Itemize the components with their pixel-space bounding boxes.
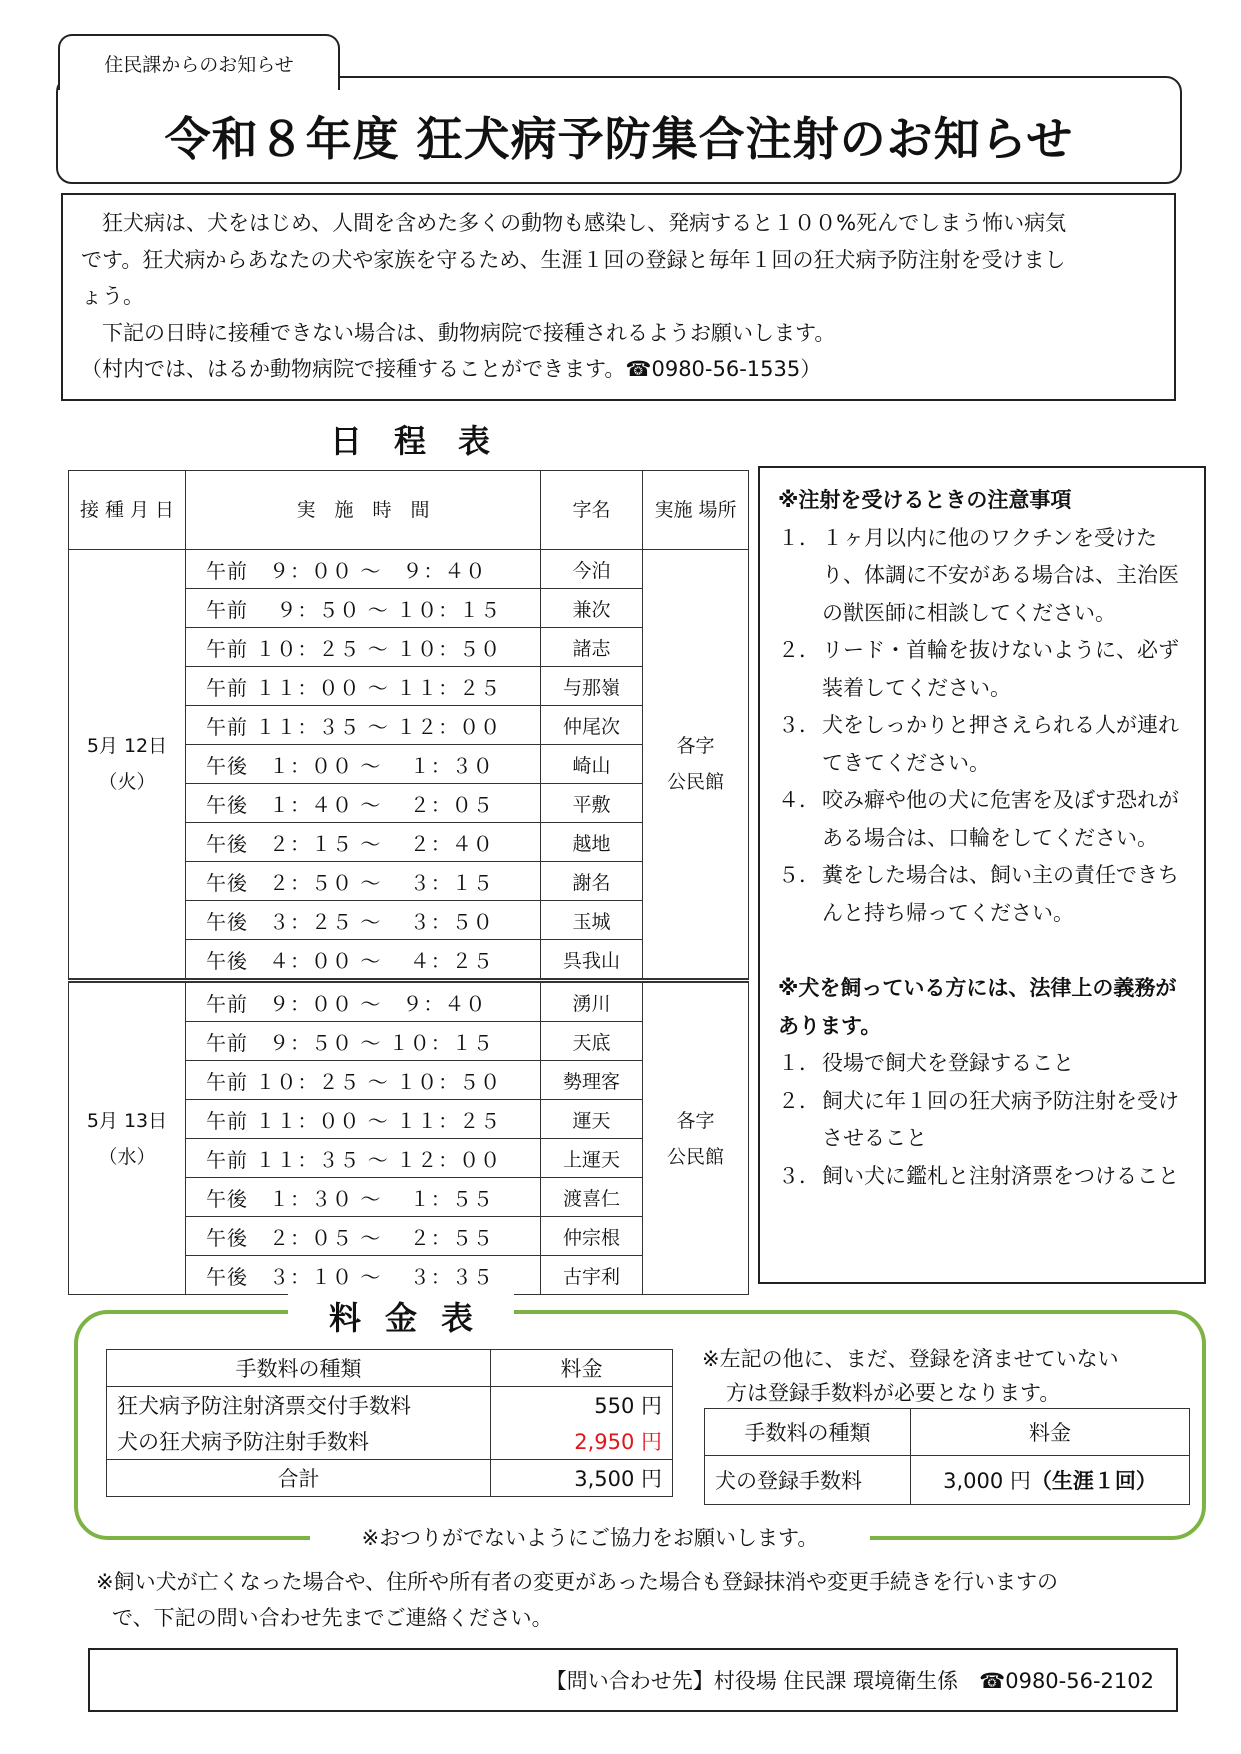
header-area: 字名	[541, 471, 643, 550]
note-text: １ヶ月以内に他のワクチンを受けたり、体調に不安がある場合は、主治医の獣医師に相談してください。	[822, 525, 1179, 625]
notes-box	[758, 466, 1206, 1284]
intro-line: ょう。	[81, 284, 144, 308]
note-number: ２．	[778, 638, 820, 662]
schedule-area: 謝名	[541, 862, 643, 901]
schedule-time: 午後 ３：２５ ～ ３：５０	[186, 901, 541, 940]
note-text: 役場で飼犬を登録すること	[822, 1051, 1074, 1075]
schedule-area: 玉城	[541, 901, 643, 940]
schedule-time: 午前 １１：００ ～ １１：２５	[186, 1100, 541, 1139]
intro-line: 下記の日時に接種できない場合は、動物病院で接種されるようお願いします。	[81, 320, 836, 345]
schedule-time: 午後 １：４０ ～ ２：０５	[186, 784, 541, 823]
schedule-area: 運天	[541, 1100, 643, 1139]
note-text: 飼犬に年１回の狂犬病予防注射を受けさせること	[822, 1088, 1179, 1150]
note-text: 咬み癖や他の犬に危害を及ぼす恐れがある場合は、口輪をしてください。	[822, 788, 1179, 850]
reg-type: 犬の登録手数料	[705, 1456, 911, 1505]
schedule-area: 呉我山	[541, 940, 643, 981]
schedule-area: 諸志	[541, 628, 643, 667]
intro-line: です。狂犬病からあなたの犬や家族を守るため、生涯１回の登録と毎年１回の狂犬病予防注射を受けまし	[81, 247, 1066, 272]
intro-line: 狂犬病は、犬をはじめ、人間を含めた多くの動物も感染し、発病すると１００%死んでしまう怖い病気	[81, 211, 1067, 235]
note-item	[778, 1083, 1186, 1158]
schedule-area: 今泊	[541, 550, 643, 589]
schedule-area: 崎山	[541, 745, 643, 784]
fee-type: 狂犬病予防注射済票交付手数料	[107, 1387, 491, 1424]
note-item	[778, 1045, 1186, 1083]
note-number: ３．	[778, 1163, 820, 1188]
fee-header-type: 手数料の種類	[107, 1350, 491, 1387]
schedule-date: 5月 13日 （水）	[69, 981, 186, 1295]
note-text: リード・首輪を抜けないように、必ず装着してください。	[822, 638, 1179, 700]
tab-label: 住民課からのお知らせ	[104, 53, 294, 76]
schedule-time: 午前 ９：５０ ～ １０：１５	[186, 589, 541, 628]
schedule-area: 上運天	[541, 1139, 643, 1178]
schedule-area: 渡喜仁	[541, 1178, 643, 1217]
fee-total-value: 3,500 円	[491, 1460, 673, 1497]
note-number: ２．	[778, 1088, 820, 1113]
schedule-area: 平敷	[541, 784, 643, 823]
notes-heading: ※注射を受けるときの注意事項	[778, 488, 1072, 512]
schedule-area: 仲尾次	[541, 706, 643, 745]
title-box	[56, 76, 1182, 184]
schedule-time: 午後 １：００ ～ １：３０	[186, 745, 541, 784]
schedule-time: 午前 ９：００ ～ ９：４０	[186, 550, 541, 589]
reg-header-fee: 料金	[911, 1409, 1190, 1456]
contact-box	[88, 1648, 1178, 1712]
schedule-time: 午前 ９：５０ ～ １０：１５	[186, 1022, 541, 1061]
note-number: １．	[778, 1051, 820, 1075]
schedule-area: 勢理客	[541, 1061, 643, 1100]
schedule-row	[69, 981, 749, 1022]
notice-tab	[58, 34, 340, 90]
schedule-area: 仲宗根	[541, 1217, 643, 1256]
schedule-time: 午後 ２：０５ ～ ２：５５	[186, 1217, 541, 1256]
intro-line: （村内では、はるか動物病院で接種することができます。☎0980-56-1535）	[81, 357, 822, 381]
schedule-time: 午後 ３：１０ ～ ３：３５	[186, 1256, 541, 1295]
schedule-time: 午後 ４：００ ～ ４：２５	[186, 940, 541, 981]
header-date: 接 種 月 日	[69, 471, 186, 550]
fee-type: 犬の狂犬病予防注射手数料	[107, 1423, 491, 1460]
schedule-time: 午前 １１：３５ ～ １２：００	[186, 706, 541, 745]
schedule-time: 午前 ９：００ ～ ９：４０	[186, 981, 541, 1022]
header-venue: 実施 場所	[643, 471, 749, 550]
registration-note: ※左記の他に、まだ、登録を済ませていない 方は登録手数料が必要となります。	[702, 1347, 1119, 1405]
schedule-time: 午前 １１：００ ～ １１：２５	[186, 667, 541, 706]
header-time: 実 施 時 間	[186, 471, 541, 550]
fee-title: 料金表	[288, 1293, 514, 1339]
note-text: 飼い犬に鑑札と注射済票をつけること	[822, 1163, 1179, 1188]
footer-note: ※飼い犬が亡くなった場合や、住所や所有者の変更があった場合も登録抹消や変更手続きを行いますの で、下記の問い合わせ先までご連絡ください。	[96, 1570, 1058, 1630]
reg-fee: 3,000 円（生涯１回）	[911, 1456, 1190, 1505]
note-text: 糞をした場合は、飼い主の責任できちんと持ち帰ってください。	[822, 863, 1179, 925]
schedule-time: 午後 １：３０ ～ １：５５	[186, 1178, 541, 1217]
note-item	[778, 782, 1186, 857]
fee-header-fee: 料金	[491, 1350, 673, 1387]
schedule-time: 午前 １１：３５ ～ １２：００	[186, 1139, 541, 1178]
note-item	[778, 520, 1186, 633]
fee-total-label: 合計	[107, 1460, 491, 1497]
note-item	[778, 857, 1186, 932]
notes-heading: ※犬を飼っている方には、法律上の義務があります。	[778, 976, 1177, 1038]
fee-value: 2,950 円	[491, 1423, 673, 1460]
schedule-venue: 各字 公民館	[643, 981, 749, 1295]
reg-header-type: 手数料の種類	[705, 1409, 911, 1456]
page-title: 令和８年度 狂犬病予防集合注射のお知らせ	[164, 112, 1074, 166]
note-number: １．	[778, 525, 820, 550]
schedule-area: 与那嶺	[541, 667, 643, 706]
schedule-area: 湧川	[541, 981, 643, 1022]
schedule-table	[68, 470, 749, 1295]
change-note: ※おつりがでないようにご協力をお願いします。	[310, 1522, 870, 1552]
note-number: ４．	[778, 788, 820, 812]
fee-value: 550 円	[491, 1387, 673, 1424]
note-text: 犬をしっかりと押さえられる人が連れてきてください。	[822, 713, 1179, 775]
schedule-area: 兼次	[541, 589, 643, 628]
registration-fee-table	[704, 1408, 1190, 1505]
schedule-title: 日程表	[330, 422, 523, 460]
schedule-area: 天底	[541, 1022, 643, 1061]
note-item	[778, 707, 1186, 782]
note-number: ５．	[778, 863, 820, 887]
schedule-row	[69, 550, 749, 589]
schedule-time: 午後 ２：１５ ～ ２：４０	[186, 823, 541, 862]
note-number: ３．	[778, 713, 820, 737]
contact-info: 【問い合わせ先】村役場 住民課 環境衛生係 ☎0980-56-2102	[545, 1669, 1154, 1693]
schedule-area: 古宇利	[541, 1256, 643, 1295]
intro-box	[61, 193, 1176, 401]
note-item	[778, 632, 1186, 707]
schedule-time: 午前 １０：２５ ～ １０：５０	[186, 1061, 541, 1100]
schedule-date: 5月 12日 （火）	[69, 550, 186, 981]
schedule-area: 越地	[541, 823, 643, 862]
schedule-time: 午前 １０：２５ ～ １０：５０	[186, 628, 541, 667]
schedule-venue: 各字 公民館	[643, 550, 749, 981]
fee-table	[106, 1349, 673, 1497]
note-item	[778, 1158, 1186, 1196]
schedule-time: 午後 ２：５０ ～ ３：１５	[186, 862, 541, 901]
